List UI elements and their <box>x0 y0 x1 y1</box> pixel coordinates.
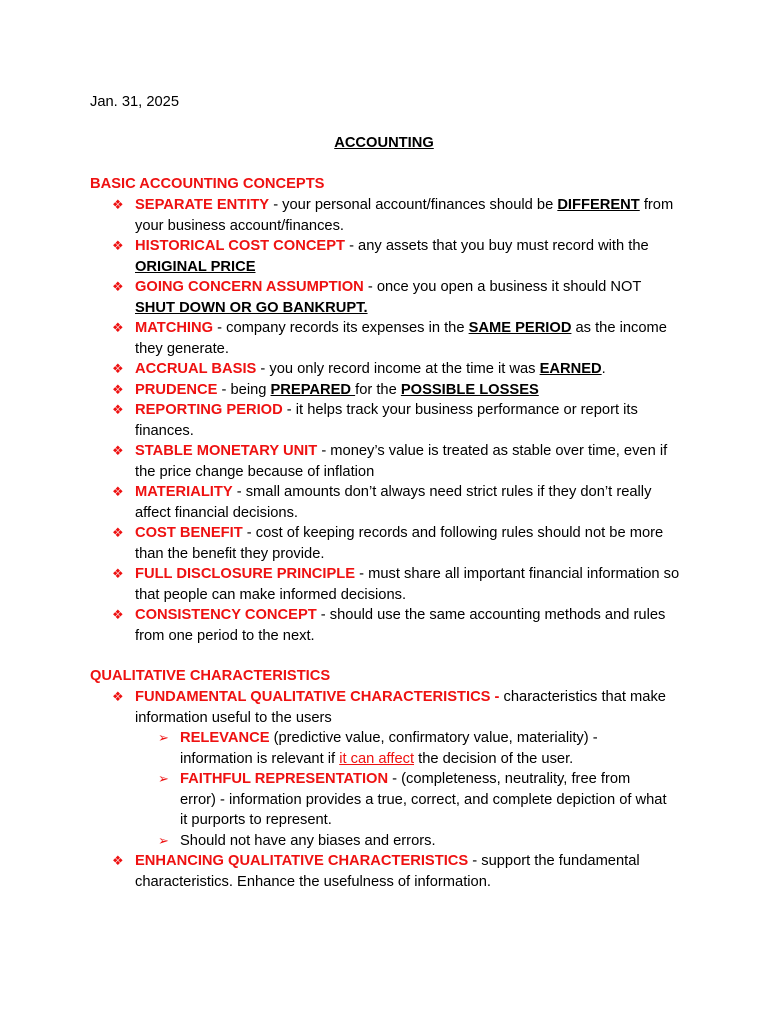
body-text: - support the fundamental characteristics. Enhance the usefulness of information. <box>135 853 640 890</box>
concept-term: GOING CONCERN ASSUMPTION <box>135 279 364 295</box>
diamond-bullet-icon: ❖ <box>112 381 124 397</box>
emphasis-text: EARNED <box>539 361 602 377</box>
diamond-bullet-icon: ❖ <box>112 197 124 212</box>
concept-term: COST BENEFIT <box>135 525 243 541</box>
list-item <box>0 277 768 318</box>
concept-term: ENHANCING QUALITATIVE CHARACTERISTICS <box>135 853 469 869</box>
arrowhead-bullet-icon: ➢ <box>158 832 169 848</box>
diamond-bullet-icon: ❖ <box>112 689 124 704</box>
list-item <box>0 851 768 892</box>
body-text: the decision of the user. <box>414 750 574 767</box>
emphasis-text: POSSIBLE LOSSES <box>400 381 539 398</box>
list-item <box>0 523 768 564</box>
diamond-bullet-icon: ❖ <box>112 525 124 540</box>
highlight-link[interactable]: it can affect <box>339 750 415 767</box>
emphasis-text: SAME PERIOD <box>468 320 572 336</box>
list-item <box>0 441 768 482</box>
concept-term: STABLE MONETARY UNIT <box>135 443 318 459</box>
list-item <box>0 236 768 277</box>
concept-term: PRUDENCE <box>135 381 218 398</box>
list-item <box>0 400 768 441</box>
emphasis-text: PREPARED <box>270 381 356 398</box>
concept-term: FULL DISCLOSURE PRINCIPLE <box>135 566 356 582</box>
concept-term: MATERIALITY <box>135 484 233 500</box>
concept-term: CONSISTENCY CONCEPT <box>135 607 317 623</box>
section-heading-basic-concepts: BASIC ACCOUNTING CONCEPTS <box>90 176 325 192</box>
diamond-bullet-icon: ❖ <box>112 853 124 868</box>
body-text: - it helps track your business performance or report its finances. <box>135 402 638 439</box>
diamond-bullet-icon: ❖ <box>112 402 124 417</box>
body-text: as the income they generate. <box>135 320 667 357</box>
list-item <box>0 380 768 401</box>
concept-term: ACCRUAL BASIS <box>135 361 257 377</box>
emphasis-text: DIFFERENT <box>557 197 640 213</box>
document-title: ACCOUNTING <box>334 135 434 151</box>
body-text: - your personal account/finances should be <box>269 197 558 213</box>
diamond-bullet-icon: ❖ <box>112 238 124 253</box>
body-text: - any assets that you buy must record with the <box>345 238 649 254</box>
concept-term: HISTORICAL COST CONCEPT <box>135 238 345 254</box>
body-text: characteristics that make information useful to the users <box>135 689 666 726</box>
list-item <box>0 564 768 605</box>
section-heading-qualitative: QUALITATIVE CHARACTERISTICS <box>90 668 331 684</box>
body-text: for the <box>355 381 401 398</box>
list-item <box>0 195 768 236</box>
list-item <box>0 605 768 646</box>
emphasis-text: ORIGINAL PRICE <box>135 258 256 275</box>
body-text: - money’s value is treated as stable over time, even if the price change because of inflation <box>135 443 668 480</box>
list-item <box>0 359 768 380</box>
body-text: . <box>601 361 606 377</box>
diamond-bullet-icon: ❖ <box>112 607 124 622</box>
list-item <box>0 687 768 728</box>
diamond-bullet-icon: ❖ <box>112 320 124 335</box>
diamond-bullet-icon: ❖ <box>112 279 124 294</box>
list-item <box>0 482 768 523</box>
qualitative-list <box>0 687 768 892</box>
concept-term: RELEVANCE <box>180 730 270 746</box>
list-item <box>0 831 768 852</box>
body-text: - must share all important financial information so that people can make informed decisions. <box>135 566 680 603</box>
body-text: - company records its expenses in the <box>213 320 469 336</box>
body-text: - should use the same accounting methods and rules from one period to the next. <box>135 607 666 644</box>
concept-term: REPORTING PERIOD <box>135 402 283 418</box>
diamond-bullet-icon: ❖ <box>112 484 124 499</box>
list-item <box>0 728 768 769</box>
concept-term: MATCHING <box>135 320 214 336</box>
diamond-bullet-icon: ❖ <box>112 566 124 581</box>
body-text: - you only record income at the time it was <box>256 361 540 377</box>
body-text: from your business account/finances. <box>135 197 674 234</box>
body-text: - once you open a business it should NOT <box>363 279 642 295</box>
body-text: (predictive value, confirmatory value, materiality) - information is relevant if <box>180 730 598 767</box>
list-item <box>0 318 768 359</box>
body-text: - (completeness, neutrality, free from error) - information provides a true, correct, and complete depiction of what it purports to represent. <box>180 771 667 828</box>
concept-term: FUNDAMENTAL QUALITATIVE CHARACTERISTICS - <box>135 689 500 705</box>
basic-concepts-list <box>0 195 768 646</box>
list-item <box>0 769 768 831</box>
diamond-bullet-icon: ❖ <box>112 361 124 376</box>
body-text: - being <box>217 381 271 398</box>
body-text: - small amounts don’t always need strict rules if they don’t really affect financial decisions. <box>135 484 652 521</box>
arrowhead-bullet-icon: ➢ <box>158 771 169 786</box>
arrowhead-bullet-icon: ➢ <box>158 730 169 745</box>
concept-term: SEPARATE ENTITY <box>135 197 270 213</box>
body-text: - cost of keeping records and following rules should not be more than the benefit they provide. <box>135 525 664 562</box>
emphasis-text: SHUT DOWN OR GO BANKRUPT. <box>135 299 368 316</box>
concept-term: FAITHFUL REPRESENTATION <box>180 771 389 787</box>
diamond-bullet-icon: ❖ <box>112 443 124 458</box>
body-text: Should not have any biases and errors. <box>180 832 436 849</box>
document-date: Jan. 31, 2025 <box>90 94 180 110</box>
